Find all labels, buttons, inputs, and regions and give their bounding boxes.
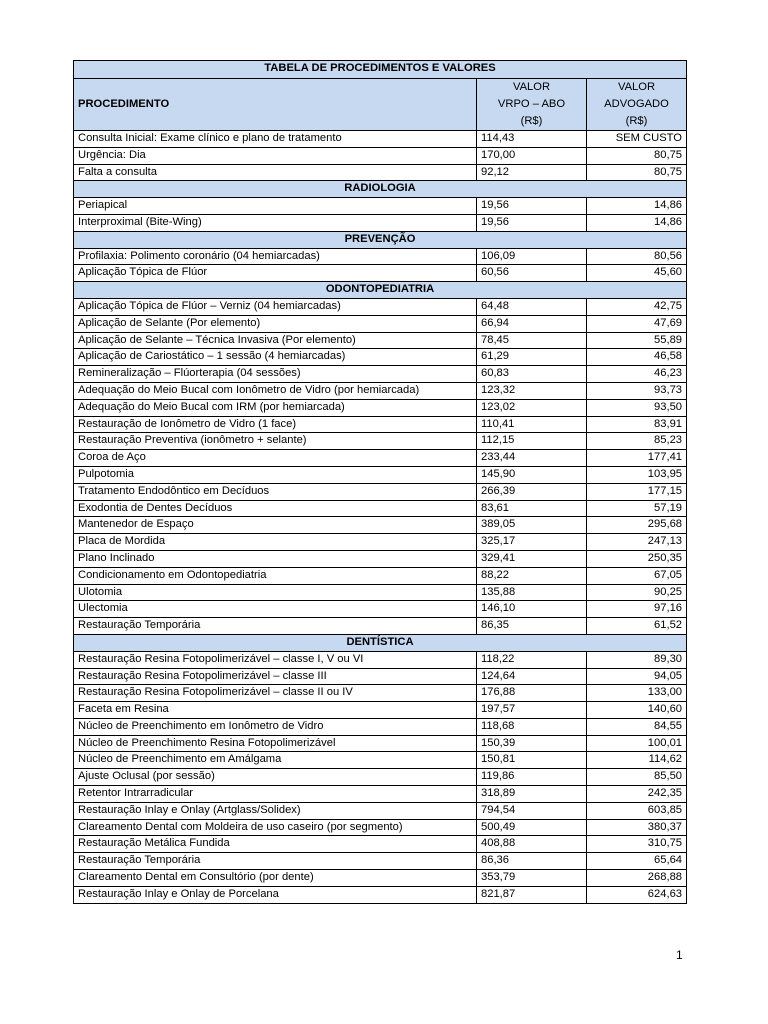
procedure-cell: Aplicação de Selante – Técnica Invasiva (Por elemento) [74, 332, 477, 349]
vrpo-value-cell: 124,64 [477, 668, 587, 685]
advogado-value-cell: 42,75 [587, 298, 687, 315]
section-header-row [74, 282, 687, 299]
advogado-value-cell: 177,15 [587, 483, 687, 500]
procedure-cell: Aplicação de Selante (Por elemento) [74, 315, 477, 332]
table-row [74, 298, 687, 315]
advogado-value-cell: 310,75 [587, 836, 687, 853]
header-vrpo-line: (R$) [520, 115, 543, 127]
procedure-cell: Núcleo de Preenchimento em Ionômetro de Vidro [74, 718, 477, 735]
vrpo-value-cell: 118,68 [477, 718, 587, 735]
advogado-value-cell: 93,50 [587, 399, 687, 416]
table-row [74, 735, 687, 752]
table-row [74, 853, 687, 870]
table-row [74, 450, 687, 467]
table-title-row [74, 61, 687, 79]
procedure-cell: Retentor Intrarradicular [74, 786, 477, 803]
header-advogado-line: (R$) [625, 115, 648, 127]
advogado-value-cell: 57,19 [587, 500, 687, 517]
procedure-cell: Ulotomia [74, 584, 477, 601]
table-row [74, 332, 687, 349]
vrpo-value-cell: 266,39 [477, 483, 587, 500]
vrpo-value-cell: 88,22 [477, 567, 587, 584]
advogado-value-cell: 14,86 [587, 214, 687, 231]
table-row [74, 584, 687, 601]
table-title: TABELA DE PROCEDIMENTOS E VALORES [74, 61, 687, 79]
advogado-value-cell: 114,62 [587, 752, 687, 769]
header-vrpo [477, 79, 587, 131]
vrpo-value-cell: 64,48 [477, 298, 587, 315]
advogado-value-cell: 80,56 [587, 248, 687, 265]
header-vrpo-line: VALOR [512, 81, 551, 93]
advogado-value-cell: 47,69 [587, 315, 687, 332]
advogado-value-cell: 103,95 [587, 466, 687, 483]
vrpo-value-cell: 78,45 [477, 332, 587, 349]
section-title: PREVENÇÃO [74, 231, 687, 248]
table-row [74, 651, 687, 668]
advogado-value-cell: 67,05 [587, 567, 687, 584]
vrpo-value-cell: 112,15 [477, 433, 587, 450]
advogado-value-cell: 268,88 [587, 870, 687, 887]
procedure-cell: Clareamento Dental com Moldeira de uso caseiro (por segmento) [74, 819, 477, 836]
vrpo-value-cell: 170,00 [477, 147, 587, 164]
table-body [74, 131, 687, 904]
section-title: ODONTOPEDIATRIA [74, 282, 687, 299]
vrpo-value-cell: 150,39 [477, 735, 587, 752]
procedure-cell: Núcleo de Preenchimento em Amálgama [74, 752, 477, 769]
procedure-cell: Faceta em Resina [74, 702, 477, 719]
table-row [74, 265, 687, 282]
table-row [74, 214, 687, 231]
table-row [74, 416, 687, 433]
advogado-value-cell: 94,05 [587, 668, 687, 685]
advogado-value-cell: 46,58 [587, 349, 687, 366]
vrpo-value-cell: 821,87 [477, 886, 587, 903]
procedure-cell: Coroa de Aço [74, 450, 477, 467]
vrpo-value-cell: 83,61 [477, 500, 587, 517]
advogado-value-cell: SEM CUSTO [587, 131, 687, 148]
vrpo-value-cell: 106,09 [477, 248, 587, 265]
procedure-cell: Restauração Resina Fotopolimerizável – classe I, V ou VI [74, 651, 477, 668]
page-number: 1 [676, 948, 683, 962]
vrpo-value-cell: 150,81 [477, 752, 587, 769]
vrpo-value-cell: 19,56 [477, 214, 587, 231]
advogado-value-cell: 55,89 [587, 332, 687, 349]
procedure-cell: Aplicação Tópica de Flúor [74, 265, 477, 282]
procedure-cell: Restauração de Ionômetro de Vidro (1 face) [74, 416, 477, 433]
vrpo-value-cell: 794,54 [477, 802, 587, 819]
vrpo-value-cell: 500,49 [477, 819, 587, 836]
procedure-cell: Restauração Inlay e Onlay de Porcelana [74, 886, 477, 903]
vrpo-value-cell: 19,56 [477, 198, 587, 215]
advogado-value-cell: 61,52 [587, 618, 687, 635]
procedure-cell: Tratamento Endodôntico em Decíduos [74, 483, 477, 500]
procedure-cell: Adequação do Meio Bucal com Ionômetro de Vidro (por hemiarcada) [74, 382, 477, 399]
table-row [74, 550, 687, 567]
procedure-cell: Interproximal (Bite-Wing) [74, 214, 477, 231]
section-header-row [74, 634, 687, 651]
procedure-cell: Urgência: Dia [74, 147, 477, 164]
table-row [74, 399, 687, 416]
procedure-cell: Restauração Temporária [74, 853, 477, 870]
table-row [74, 819, 687, 836]
procedures-table [73, 60, 687, 904]
advogado-value-cell: 80,75 [587, 147, 687, 164]
advogado-value-cell: 84,55 [587, 718, 687, 735]
table-row [74, 886, 687, 903]
header-advogado-line: ADVOGADO [604, 98, 669, 110]
vrpo-value-cell: 66,94 [477, 315, 587, 332]
procedure-cell: Remineralização – Flúorterapia (04 sessões) [74, 366, 477, 383]
advogado-value-cell: 80,75 [587, 164, 687, 181]
procedure-cell: Pulpotomia [74, 466, 477, 483]
vrpo-value-cell: 389,05 [477, 517, 587, 534]
procedure-cell: Mantenedor de Espaço [74, 517, 477, 534]
advogado-value-cell: 85,23 [587, 433, 687, 450]
advogado-value-cell: 83,91 [587, 416, 687, 433]
procedure-cell: Restauração Temporária [74, 618, 477, 635]
vrpo-value-cell: 92,12 [477, 164, 587, 181]
procedure-cell: Adequação do Meio Bucal com IRM (por hemiarcada) [74, 399, 477, 416]
table-row [74, 382, 687, 399]
vrpo-value-cell: 86,35 [477, 618, 587, 635]
vrpo-value-cell: 118,22 [477, 651, 587, 668]
advogado-value-cell: 45,60 [587, 265, 687, 282]
table-row [74, 718, 687, 735]
vrpo-value-cell: 329,41 [477, 550, 587, 567]
table-row [74, 702, 687, 719]
section-header-row [74, 231, 687, 248]
vrpo-value-cell: 135,88 [477, 584, 587, 601]
vrpo-value-cell: 197,57 [477, 702, 587, 719]
table-row [74, 517, 687, 534]
procedure-cell: Restauração Resina Fotopolimerizável – classe II ou IV [74, 685, 477, 702]
vrpo-value-cell: 60,56 [477, 265, 587, 282]
advogado-value-cell: 624,63 [587, 886, 687, 903]
advogado-value-cell: 14,86 [587, 198, 687, 215]
advogado-value-cell: 100,01 [587, 735, 687, 752]
advogado-value-cell: 85,50 [587, 769, 687, 786]
table-row [74, 164, 687, 181]
vrpo-value-cell: 61,29 [477, 349, 587, 366]
advogado-value-cell: 133,00 [587, 685, 687, 702]
advogado-value-cell: 603,85 [587, 802, 687, 819]
table-row [74, 131, 687, 148]
procedure-cell: Consulta Inicial: Exame clínico e plano de tratamento [74, 131, 477, 148]
table-row [74, 433, 687, 450]
vrpo-value-cell: 145,90 [477, 466, 587, 483]
table-row [74, 786, 687, 803]
table-row [74, 248, 687, 265]
procedure-cell: Núcleo de Preenchimento Resina Fotopolimerizável [74, 735, 477, 752]
advogado-value-cell: 177,41 [587, 450, 687, 467]
table-row [74, 567, 687, 584]
vrpo-value-cell: 86,36 [477, 853, 587, 870]
table-row [74, 315, 687, 332]
procedure-cell: Restauração Metálica Fundida [74, 836, 477, 853]
table-row [74, 466, 687, 483]
table-row [74, 601, 687, 618]
procedure-cell: Ulectomia [74, 601, 477, 618]
table-row [74, 147, 687, 164]
table-row [74, 752, 687, 769]
table-row [74, 483, 687, 500]
procedure-cell: Restauração Inlay e Onlay (Artglass/Solidex) [74, 802, 477, 819]
procedure-cell: Aplicação Tópica de Flúor – Verniz (04 hemiarcadas) [74, 298, 477, 315]
table-row [74, 685, 687, 702]
procedure-cell: Profilaxia: Polimento coronário (04 hemiarcadas) [74, 248, 477, 265]
advogado-value-cell: 247,13 [587, 534, 687, 551]
advogado-value-cell: 380,37 [587, 819, 687, 836]
table-row [74, 769, 687, 786]
procedure-cell: Aplicação de Cariostático – 1 sessão (4 hemiarcadas) [74, 349, 477, 366]
header-advogado [587, 79, 687, 131]
table-row [74, 802, 687, 819]
table-row [74, 668, 687, 685]
vrpo-value-cell: 110,41 [477, 416, 587, 433]
vrpo-value-cell: 233,44 [477, 450, 587, 467]
procedure-cell: Clareamento Dental em Consultório (por dente) [74, 870, 477, 887]
vrpo-value-cell: 123,32 [477, 382, 587, 399]
advogado-value-cell: 93,73 [587, 382, 687, 399]
table-row [74, 836, 687, 853]
table-row [74, 870, 687, 887]
header-vrpo-line: VRPO – ABO [497, 98, 566, 110]
table-row [74, 534, 687, 551]
column-header-row [74, 79, 687, 131]
procedure-cell: Ajuste Oclusal (por sessão) [74, 769, 477, 786]
section-header-row [74, 181, 687, 198]
vrpo-value-cell: 146,10 [477, 601, 587, 618]
vrpo-value-cell: 325,17 [477, 534, 587, 551]
table-row [74, 349, 687, 366]
procedure-cell: Restauração Preventiva (ionômetro + selante) [74, 433, 477, 450]
procedure-cell: Exodontia de Dentes Decíduos [74, 500, 477, 517]
vrpo-value-cell: 318,89 [477, 786, 587, 803]
procedure-cell: Falta a consulta [74, 164, 477, 181]
table-row [74, 198, 687, 215]
procedure-cell: Periapical [74, 198, 477, 215]
section-title: RADIOLOGIA [74, 181, 687, 198]
vrpo-value-cell: 114,43 [477, 131, 587, 148]
procedure-cell: Plano Inclinado [74, 550, 477, 567]
table-row [74, 500, 687, 517]
vrpo-value-cell: 408,88 [477, 836, 587, 853]
advogado-value-cell: 65,64 [587, 853, 687, 870]
vrpo-value-cell: 60,83 [477, 366, 587, 383]
vrpo-value-cell: 123,02 [477, 399, 587, 416]
advogado-value-cell: 97,16 [587, 601, 687, 618]
procedure-cell: Restauração Resina Fotopolimerizável – classe III [74, 668, 477, 685]
advogado-value-cell: 90,25 [587, 584, 687, 601]
table-row [74, 618, 687, 635]
advogado-value-cell: 140,60 [587, 702, 687, 719]
advogado-value-cell: 250,35 [587, 550, 687, 567]
vrpo-value-cell: 176,88 [477, 685, 587, 702]
header-advogado-line: VALOR [617, 81, 656, 93]
procedure-cell: Placa de Mordida [74, 534, 477, 551]
header-procedure: PROCEDIMENTO [74, 79, 477, 131]
advogado-value-cell: 46,23 [587, 366, 687, 383]
section-title: DENTÍSTICA [74, 634, 687, 651]
table-row [74, 366, 687, 383]
advogado-value-cell: 295,68 [587, 517, 687, 534]
advogado-value-cell: 242,35 [587, 786, 687, 803]
vrpo-value-cell: 353,79 [477, 870, 587, 887]
vrpo-value-cell: 119,86 [477, 769, 587, 786]
procedure-cell: Condicionamento em Odontopediatria [74, 567, 477, 584]
advogado-value-cell: 89,30 [587, 651, 687, 668]
